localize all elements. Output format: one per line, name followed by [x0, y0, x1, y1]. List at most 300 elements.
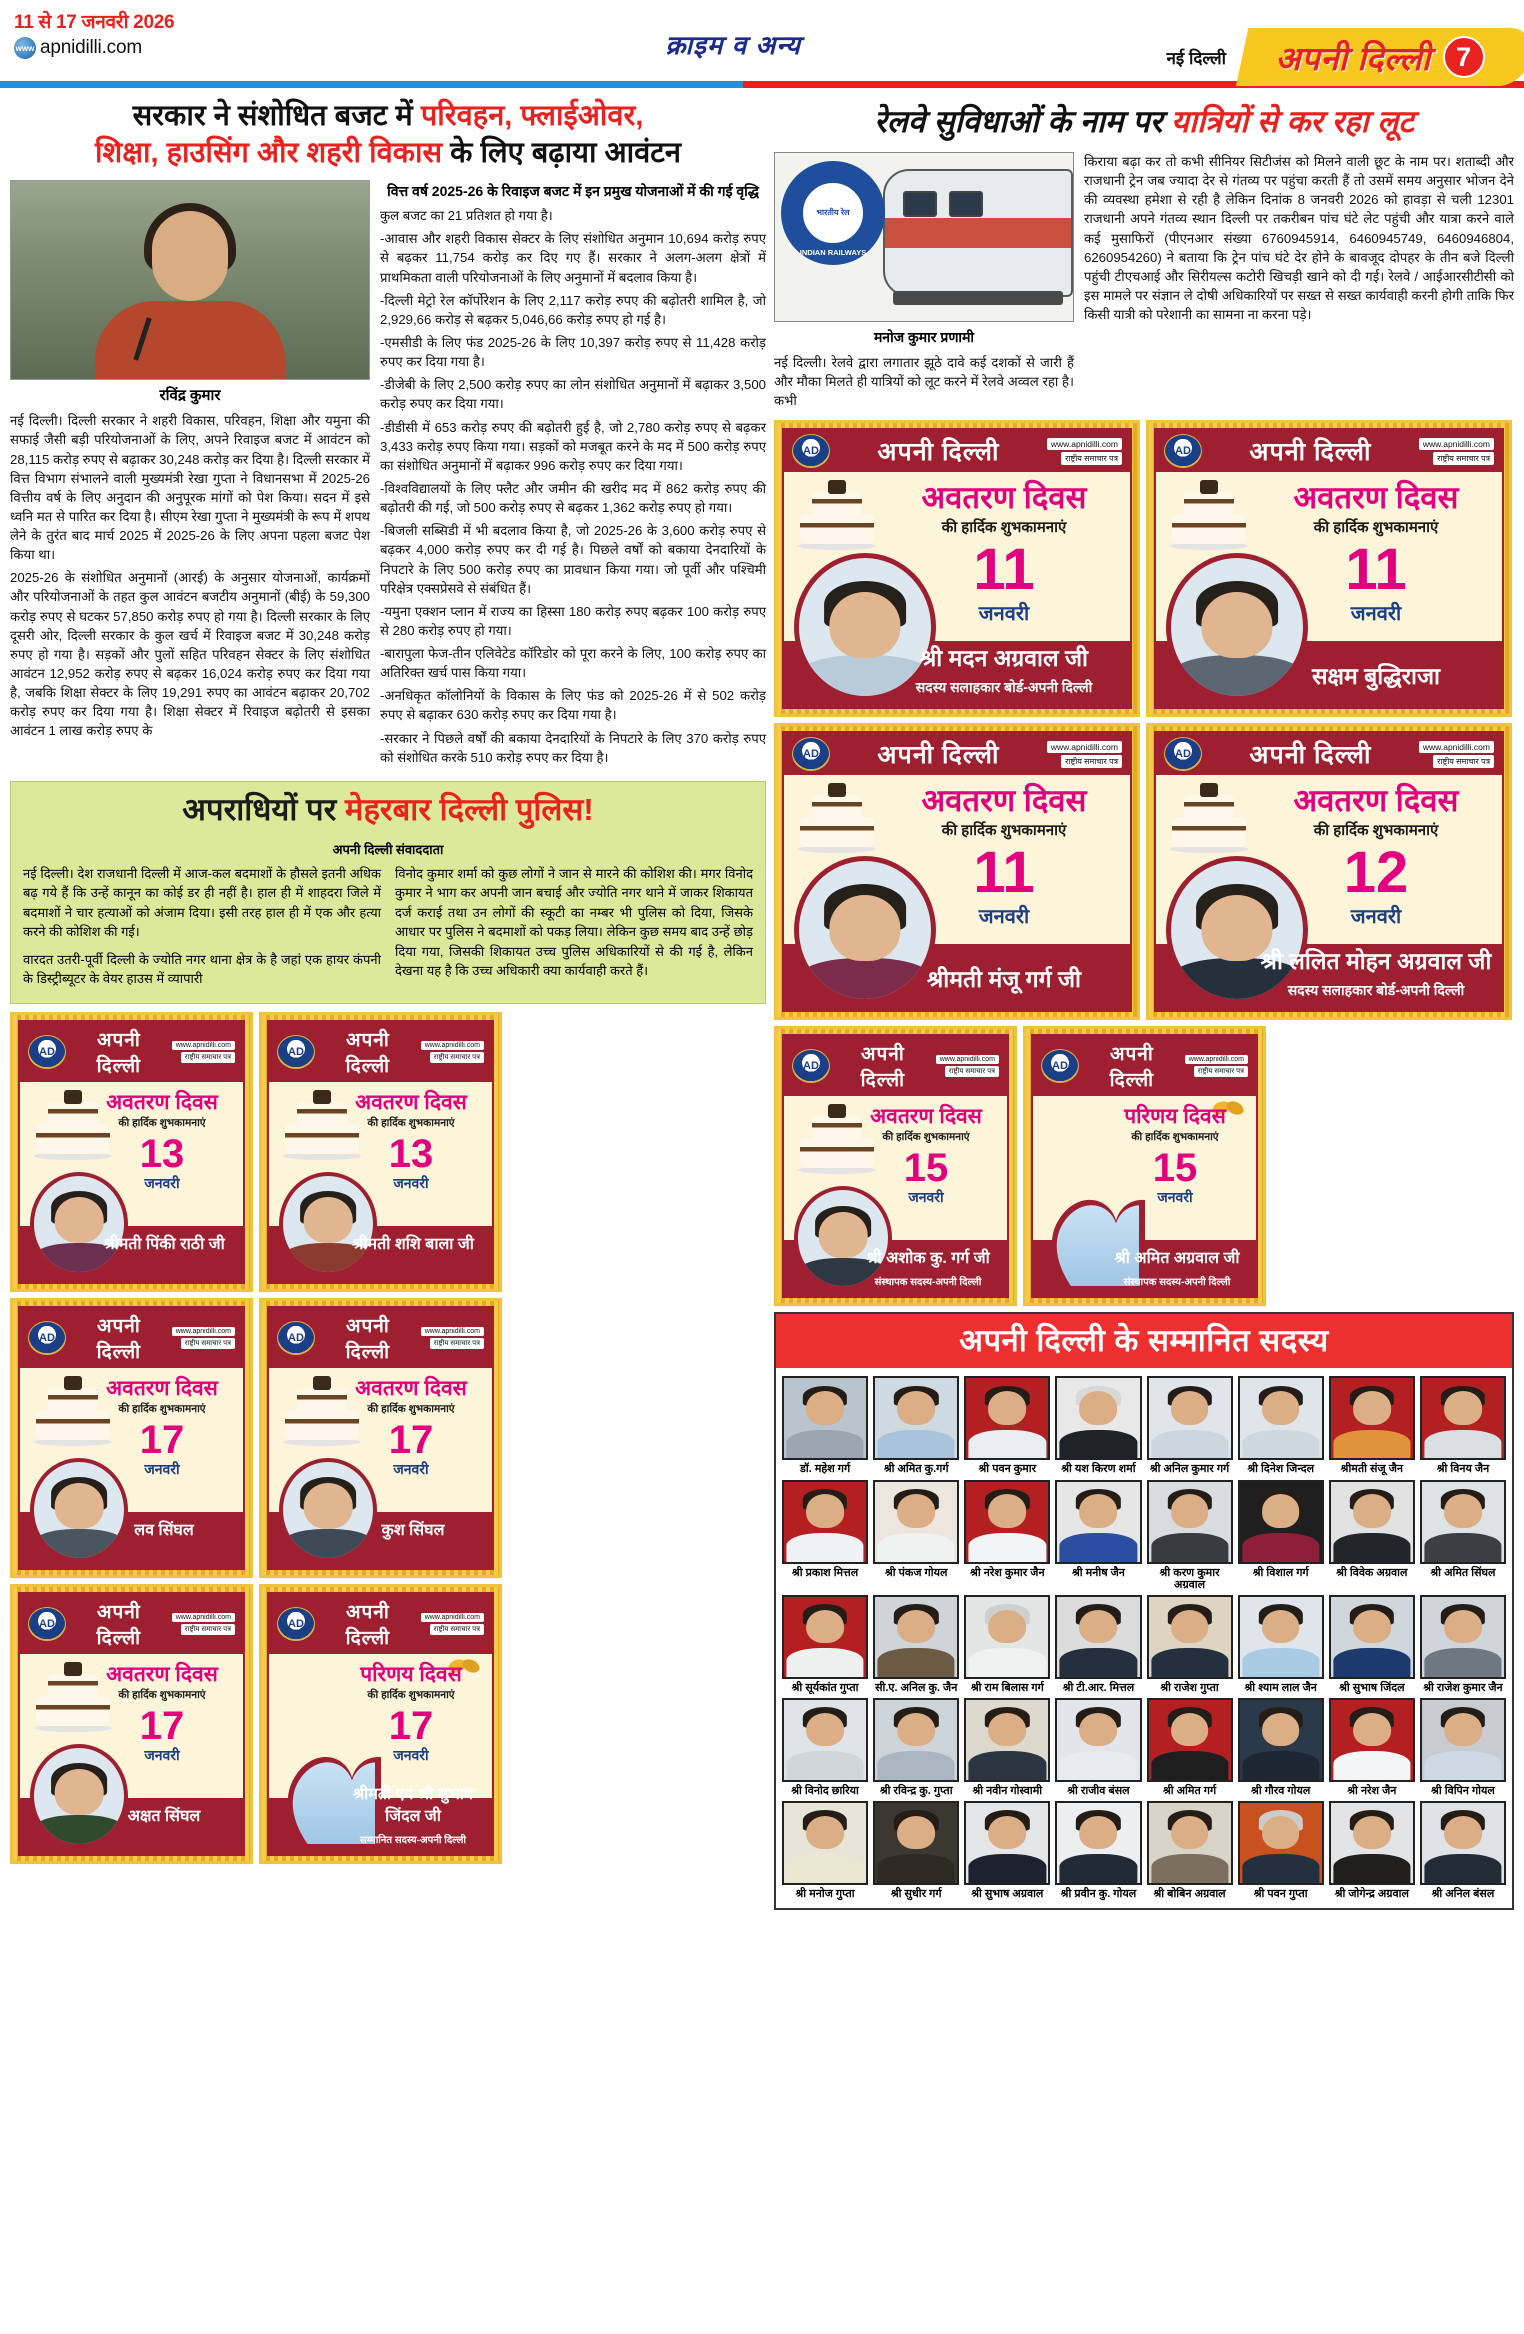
- card-greeting: [336, 1092, 486, 1193]
- card-url[interactable]: www.apnidilli.com: [172, 1041, 235, 1050]
- member-name: श्री नरेश कुमार जैन: [970, 1566, 1045, 1579]
- card-person-name: लव सिंघल: [134, 1521, 194, 1539]
- brand-plate: [1236, 28, 1524, 86]
- member-cell[interactable]: [1420, 1376, 1506, 1475]
- cards-quarter-left: [10, 1012, 766, 1292]
- card-brand: अपनी दिल्ली: [345, 1601, 391, 1649]
- card-greeting: [336, 1378, 486, 1479]
- card-url[interactable]: www.apnidilli.com: [421, 1327, 484, 1336]
- photo-body: [1424, 1648, 1501, 1677]
- member-cell[interactable]: [1238, 1480, 1324, 1591]
- cards-bottom-left-row2: [10, 1584, 766, 1864]
- police-col1-p2: वारदत उतरी-पूर्वी दिल्ली के ज्योति नगर थाना क्षेत्र के है जहां एक हायर कंपनी के डिस्ट्रीब्यूटर के वेयर हाउस में व्यापारी: [23, 951, 381, 987]
- cake-tier-2: [812, 492, 862, 516]
- edition-city: नई दिल्ली: [1166, 48, 1226, 68]
- cake-topper: [828, 480, 846, 494]
- card-tagline: राष्ट्रीय समाचार पत्र: [945, 1066, 999, 1077]
- member-cell[interactable]: [873, 1480, 959, 1591]
- member-name: श्रीमती संजू जैन: [1340, 1463, 1403, 1476]
- member-photo: [1147, 1698, 1233, 1782]
- member-photo: [873, 1698, 959, 1782]
- card-inner: [267, 1592, 494, 1856]
- card-brand: अपनी दिल्ली: [96, 1029, 142, 1077]
- card-inner: [1031, 1034, 1258, 1298]
- greeting-card-wedding[interactable]: [1023, 1026, 1266, 1306]
- member-photo: [1055, 1698, 1141, 1782]
- photo-body: [1242, 1854, 1319, 1883]
- member-name: डॉ. महेश गर्ग: [799, 1463, 851, 1476]
- members-board-title: अपनी दिल्ली के सम्मानित सदस्य: [776, 1314, 1512, 1368]
- member-photo: [1420, 1376, 1506, 1460]
- card-person-name: श्री अमित अग्रवाल जी: [1114, 1250, 1240, 1268]
- card-brand: अपनी दिल्ली: [96, 1315, 142, 1363]
- member-cell[interactable]: [1055, 1801, 1141, 1900]
- card-month: जनवरी: [144, 1174, 180, 1191]
- member-name: श्री राजेश गुप्ता: [1160, 1681, 1219, 1694]
- member-cell[interactable]: [1055, 1595, 1141, 1694]
- member-photo: [873, 1801, 959, 1885]
- budget-headline-line2-black: के लिए बढ़ाया आवंटन: [442, 137, 682, 170]
- page-number-badge: 7: [1443, 36, 1485, 78]
- card-month: जनवरी: [144, 1746, 180, 1763]
- cake-topper: [313, 1376, 331, 1390]
- budget-col2-p9: -यमुना एक्शन प्लान में राज्य का हिस्सा 180 करोड़ रुपए बढ़कर 100 करोड़ रुपए से 280 करोड़ रुपए हो गया।: [380, 603, 766, 638]
- railway-col2: [1084, 152, 1514, 414]
- member-name: श्री अनिल बंसल: [1431, 1887, 1495, 1900]
- card-body: [784, 1096, 1007, 1296]
- cake-tier-2: [1184, 492, 1234, 516]
- member-cell[interactable]: [1329, 1480, 1415, 1591]
- member-name: श्री प्रवीन कु. गोयल: [1060, 1887, 1137, 1900]
- photo-body: [1060, 1751, 1137, 1780]
- card-month: जनवरी: [144, 1460, 180, 1477]
- card-portrait: [30, 1458, 128, 1562]
- card-url[interactable]: www.apnidilli.com: [421, 1613, 484, 1622]
- cards-bottom-left-row1: [10, 1298, 766, 1578]
- member-cell[interactable]: [964, 1595, 1050, 1694]
- card-tagline: राष्ट्रीय समाचार पत्र: [1433, 755, 1494, 768]
- police-col2: [395, 864, 753, 989]
- photo-head: [1353, 1713, 1391, 1747]
- card-url[interactable]: www.apnidilli.com: [1047, 741, 1122, 753]
- member-cell[interactable]: [1055, 1698, 1141, 1797]
- member-cell[interactable]: [1329, 1376, 1415, 1475]
- member-cell[interactable]: [782, 1698, 868, 1797]
- card-greet-main: अवतरण दिवस: [106, 1376, 218, 1400]
- apni-dilli-emblem-icon: [28, 1607, 66, 1641]
- greeting-card[interactable]: [10, 1584, 253, 1864]
- member-cell[interactable]: [1055, 1480, 1141, 1591]
- card-tagline: राष्ट्रीय समाचार पत्र: [1194, 1066, 1248, 1077]
- member-cell[interactable]: [1329, 1595, 1415, 1694]
- greeting-card[interactable]: [774, 1026, 1017, 1306]
- member-cell[interactable]: [964, 1698, 1050, 1797]
- member-photo: [1329, 1595, 1415, 1679]
- railway-headline-black: रेलवे सुविधाओं के नाम पर: [874, 104, 1171, 139]
- card-greet-sub: की हार्दिक शुभकामनाएं: [1313, 518, 1439, 536]
- budget-col1-p2: 2025-26 के संशोधित अनुमानों (आरई) के अनुसार योजनाओं, कार्यक्रमों और परियोजनाओं के तहत कुल आवंटन बजटीय अनुमानों (बीई) के 59,300 करोड़ रुपए से घटकर 57,850 करोड़ रुपए हो गया है। दिल्ली सरकार के लिए दूसरी ओर, दिल्ली सरकार के कुल खर्च में रिवाइज बजट में 30,248 करोड़ रुपए हो गया है। सड़कों और पुलों सहित परिवहन सेक्टर के लिए संशोधित आवंटन 12,952 करोड़ रुपए से बढ़कर 16,024 करोड़ रुपए कर दिया गया है, जबकि शिक्षा सेक्टर के लिए 19,291 रुपए का आवंटन बढ़ाकर 20,702 करोड़ रुपए कर दिया गया है। शिक्षा सेक्टर में रिवाइज बढ़ोतरी से इसका आवंटन 1 लाख करोड़ रुपए के: [10, 570, 370, 739]
- photo-head: [897, 1610, 935, 1644]
- police-col2-p1: विनोद कुमार शर्मा को कुछ लोगों ने जान से मारने की कोशिश की। मगर विनोद कुमार ने भाग कर अपनी जान बचाई और ज्योति नगर थाने में जाकर शिकायत दर्ज कराई तथा उन लोगों की स्कूटी का नम्बर भी पुलिस को दिया, जिसके आधार पर पुलिस ने बदमाशों को पकड़ लिया। लेकिन कुछ समय बाद उन्हें छोड़ दिया गया, जिसकी शिकायत उच्च पुलिस अधिकारियों से की गई है, लेकिन देखना यह है कि उच्च अधिकारी क्या कार्यवाही करते हैं।: [395, 865, 753, 979]
- member-photo: [782, 1376, 868, 1460]
- photo-head: [1080, 1713, 1118, 1747]
- member-photo: [1420, 1480, 1506, 1564]
- brand-plate-content: [1236, 28, 1524, 86]
- card-month: जनवरी: [1157, 1189, 1193, 1206]
- member-name: श्री मनीष जैन: [1071, 1566, 1125, 1579]
- card-month: जनवरी: [393, 1746, 429, 1763]
- member-name: श्री अमित गर्ग: [1162, 1784, 1217, 1797]
- member-name: श्री गौरव गोयल: [1251, 1784, 1311, 1797]
- cards-right-top: [774, 420, 1514, 1020]
- member-photo: [964, 1480, 1050, 1564]
- card-url[interactable]: www.apnidilli.com: [936, 1055, 999, 1064]
- card-header: [269, 1308, 492, 1368]
- member-name: श्री अमित सिंघल: [1430, 1566, 1496, 1579]
- member-photo: [873, 1376, 959, 1460]
- globe-icon: [14, 37, 36, 59]
- cake-topper: [64, 1090, 82, 1104]
- train-illustration: [883, 169, 1073, 297]
- member-cell[interactable]: [1238, 1801, 1324, 1900]
- card-brand: अपनी दिल्ली: [877, 438, 1000, 467]
- card-greeting: [87, 1092, 237, 1193]
- member-cell[interactable]: [873, 1801, 959, 1900]
- photo-body: [1424, 1430, 1501, 1459]
- card-brand: अपनी दिल्ली: [345, 1029, 391, 1077]
- member-cell[interactable]: [1055, 1376, 1141, 1475]
- card-portrait: [30, 1172, 128, 1276]
- card-person-name: श्री मदन अग्रवाल जी: [919, 645, 1089, 672]
- member-cell[interactable]: [1238, 1595, 1324, 1694]
- member-name: श्री सुभाष अग्रवाल: [971, 1887, 1044, 1900]
- photo-body: [969, 1430, 1046, 1459]
- train-undercarriage: [893, 291, 1063, 305]
- card-header: [20, 1308, 243, 1368]
- photo-body: [1151, 1648, 1228, 1677]
- members-board: [774, 1312, 1514, 1910]
- card-url[interactable]: www.apnidilli.com: [1185, 1055, 1248, 1064]
- cake-topper: [1200, 783, 1218, 797]
- budget-col1: [10, 405, 370, 740]
- member-cell[interactable]: [1238, 1698, 1324, 1797]
- card-greet-sub: की हार्दिक शुभकामनाएं: [118, 1116, 206, 1129]
- member-cell[interactable]: [782, 1595, 868, 1694]
- birthday-cake-icon: [1170, 480, 1248, 550]
- photo-head: [1171, 1713, 1209, 1747]
- police-headline: [23, 792, 753, 828]
- photo-body: [1242, 1751, 1319, 1780]
- member-photo: [1147, 1595, 1233, 1679]
- card-day: 11: [1345, 536, 1407, 602]
- birthday-cake-icon: [1170, 783, 1248, 853]
- railway-headline: [774, 88, 1514, 152]
- budget-col2-wrap: [380, 180, 766, 771]
- card-meta: [421, 1613, 484, 1635]
- card-body: [269, 1654, 492, 1854]
- apni-dilli-emblem-icon: [277, 1035, 315, 1069]
- member-cell[interactable]: [1329, 1801, 1415, 1900]
- member-cell[interactable]: [1147, 1698, 1233, 1797]
- photo-clothing: [95, 301, 285, 379]
- card-body: [20, 1654, 243, 1854]
- member-photo: [782, 1595, 868, 1679]
- member-cell[interactable]: [1420, 1698, 1506, 1797]
- card-tagline: राष्ट्रीय समाचार पत्र: [181, 1338, 235, 1349]
- photo-body: [1424, 1751, 1501, 1780]
- member-name: श्री यश किरण शर्मा: [1061, 1463, 1136, 1476]
- member-cell[interactable]: [1420, 1801, 1506, 1900]
- card-day: 11: [973, 839, 1035, 905]
- photo-head: [152, 211, 228, 301]
- member-name: श्री नवीन गोस्वामी: [972, 1784, 1043, 1797]
- member-name: श्री प्रकाश मित्तल: [791, 1566, 859, 1579]
- card-person-name: अक्षत सिंघल: [127, 1807, 201, 1825]
- budget-photo: [10, 180, 370, 380]
- card-meta: [1047, 741, 1122, 768]
- cake-topper: [64, 1376, 82, 1390]
- member-photo: [1147, 1480, 1233, 1564]
- member-photo: [1329, 1801, 1415, 1885]
- card-inner: [18, 1592, 245, 1856]
- card-greeting: [87, 1378, 237, 1479]
- member-cell[interactable]: [1238, 1376, 1324, 1475]
- greeting-card[interactable]: [1146, 723, 1512, 1020]
- card-day: 17: [139, 1417, 185, 1462]
- member-name: श्री सूर्यकांत गुप्ता: [791, 1681, 859, 1694]
- card-inner: [18, 1020, 245, 1284]
- photo-body: [1151, 1533, 1228, 1562]
- member-cell[interactable]: [873, 1595, 959, 1694]
- member-name: श्री विवेक अग्रवाल: [1336, 1566, 1408, 1579]
- photo-head: [1171, 1816, 1209, 1850]
- apni-dilli-emblem-icon: [792, 1049, 830, 1083]
- member-cell[interactable]: [873, 1698, 959, 1797]
- left-column: [10, 88, 766, 1910]
- card-greet-main: अवतरण दिवस: [355, 1090, 467, 1114]
- card-inner: [267, 1306, 494, 1570]
- card-body: [1033, 1096, 1256, 1296]
- brand-name: अपनी दिल्ली: [1275, 39, 1431, 77]
- card-greet-sub: की हार्दिक शुभकामनाएं: [1313, 821, 1439, 839]
- masthead-left: [0, 8, 300, 59]
- photo-body: [1333, 1533, 1410, 1562]
- photo-head: [988, 1494, 1026, 1528]
- member-photo: [964, 1376, 1050, 1460]
- card-tagline: राष्ट्रीय समाचार पत्र: [181, 1052, 235, 1063]
- apni-dilli-emblem-icon: [28, 1321, 66, 1355]
- issue-date: 11 से 17 जनवरी 2026: [14, 12, 175, 33]
- photo-head: [806, 1816, 844, 1850]
- article-budget: [10, 88, 766, 771]
- photo-head: [1171, 1494, 1209, 1528]
- card-portrait: [279, 1172, 377, 1276]
- member-name: श्री विनोद छारिया: [791, 1784, 859, 1797]
- railway-photo-caption: मनोज कुमार प्रणामी: [873, 329, 975, 345]
- photo-body: [1060, 1648, 1137, 1677]
- budget-col2-p10: -बारापुला फेज-तीन एलिवेटेड कॉरिडोर को पूरा करने के लिए, 100 करोड़ रुपए का अतिरिक्त खर्च पास किया गया।: [380, 646, 766, 681]
- apni-dilli-emblem-icon: [1164, 737, 1202, 771]
- members-grid: [776, 1368, 1512, 1908]
- member-photo: [1238, 1801, 1324, 1885]
- photo-head: [1353, 1494, 1391, 1528]
- member-name: श्री सुभाष जिंदल: [1339, 1681, 1405, 1694]
- card-greet-sub: की हार्दिक शुभकामनाएं: [367, 1116, 455, 1129]
- member-photo: [1147, 1801, 1233, 1885]
- photo-head: [1353, 1391, 1391, 1425]
- member-cell[interactable]: [782, 1480, 868, 1591]
- website-url[interactable]: apnidilli.com: [40, 37, 142, 58]
- card-brand: अपनी दिल्ली: [860, 1044, 906, 1092]
- card-tagline: राष्ट्रीय समाचार पत्र: [430, 1338, 484, 1349]
- card-header: [269, 1022, 492, 1082]
- card-greet-main: अवतरण दिवस: [355, 1376, 467, 1400]
- greeting-card[interactable]: [774, 723, 1140, 1020]
- member-photo: [1055, 1376, 1141, 1460]
- member-cell[interactable]: [1147, 1376, 1233, 1475]
- card-greet-main: परिणय दिवस: [360, 1662, 462, 1686]
- member-cell[interactable]: [1420, 1480, 1506, 1591]
- member-cell[interactable]: [964, 1376, 1050, 1475]
- card-greet-main: अवतरण दिवस: [106, 1090, 218, 1114]
- member-photo: [782, 1801, 868, 1885]
- article-police: [10, 781, 766, 1004]
- card-person-role: सम्मानित सदस्य-अपनी दिल्ली: [359, 1834, 467, 1846]
- card-url[interactable]: www.apnidilli.com: [172, 1327, 235, 1336]
- railway-col1: [774, 347, 1074, 410]
- portrait-head: [829, 895, 900, 961]
- member-photo: [1420, 1595, 1506, 1679]
- member-photo: [964, 1801, 1050, 1885]
- card-meta: [1047, 438, 1122, 465]
- card-header: [269, 1594, 492, 1654]
- railway-article-row: [774, 152, 1514, 414]
- card-url[interactable]: www.apnidilli.com: [172, 1613, 235, 1622]
- cake-topper: [313, 1090, 331, 1104]
- photo-body: [1242, 1648, 1319, 1677]
- cake-tier-1: [1172, 514, 1246, 544]
- budget-col2-p4: -एमसीडी के लिए फंड 2025-26 के लिए 10,397 करोड़ रुपए से 11,428 करोड़ रुपए कर दिया गया है।: [380, 334, 766, 370]
- card-header: [20, 1022, 243, 1082]
- card-body: [784, 775, 1130, 1010]
- photo-body: [969, 1648, 1046, 1677]
- card-url[interactable]: www.apnidilli.com: [1419, 438, 1494, 450]
- card-month: जनवरी: [393, 1460, 429, 1477]
- railway-col2-p1: किराया बढ़ा कर तो कभी सीनियर सिटीजंस को मिलने वाली छूट के नाम पर। शताब्दी और राजधानी ट्रेन जब ज्यादा देर से गंतव्य पर पहुंचा करती हैं तो उसमें समय अनुसार भोजन देने की व्यवस्था हमेशा से रही है लेकिन दिनांक 8 जनवरी 2026 को हावड़ा से चली 12301 राजधानी अपने गंतव्य स्थान दिल्ली पर तकरीबन पांच घंटे लेट पहुंची और यात्रा करने वाले कई मुसाफिरों (पीएनआर संख्या 6760945914, 6460945749, 6460946804, 6260954260) ने बताया कि ट्रेन पांच घंटे देर होने के बावजूद दोपहर के तीन बजे दिल्ली पहुंची टीएचआई और सिरीयल्स कटोरी खिचड़ी खाने को दी गई। रेलवे / आईआरसीटीसी को इस मामले पर संज्ञान ले दोषी अधिकारियों पर सख्त से सख्त कार्यवाही करनी होगी ताकि फिर किसी यात्री को परेशानी का सामना ना करना पड़े।: [1084, 154, 1514, 323]
- greeting-card[interactable]: [10, 1298, 253, 1578]
- card-person-name: श्रीमती पिंकी राठी जी: [103, 1235, 225, 1253]
- greeting-card[interactable]: [259, 1012, 502, 1292]
- member-name: श्री मनोज गुप्ता: [795, 1887, 855, 1900]
- card-day: 15: [903, 1146, 949, 1191]
- card-greet-sub: की हार्दिक शुभकामनाएं: [941, 518, 1067, 536]
- greeting-card-wedding[interactable]: [259, 1584, 502, 1864]
- greeting-card[interactable]: [10, 1012, 253, 1292]
- member-cell[interactable]: [1147, 1595, 1233, 1694]
- apni-dilli-emblem-icon: [1041, 1049, 1079, 1083]
- apni-dilli-emblem-icon: [792, 434, 830, 468]
- card-header: [1156, 430, 1502, 472]
- member-cell[interactable]: [1329, 1698, 1415, 1797]
- card-url[interactable]: www.apnidilli.com: [1047, 438, 1122, 450]
- card-inner: [782, 731, 1132, 1012]
- card-inner: [1154, 731, 1504, 1012]
- member-name: श्री अमित कु.गर्ग: [883, 1463, 949, 1476]
- member-name: श्री अनिल कुमार गर्ग: [1149, 1463, 1230, 1476]
- cake-topper: [64, 1662, 82, 1676]
- card-person-name: श्रीमती मंजू गर्ग जी: [927, 966, 1081, 993]
- member-photo: [1238, 1698, 1324, 1782]
- budget-photo-caption: रविंद्र कुमार: [159, 387, 221, 405]
- photo-head: [1353, 1816, 1391, 1850]
- budget-article-row: [10, 180, 766, 771]
- card-greet-main: अवतरण दिवस: [106, 1662, 218, 1686]
- card-url[interactable]: www.apnidilli.com: [1419, 741, 1494, 753]
- photo-head: [988, 1713, 1026, 1747]
- member-cell[interactable]: [964, 1801, 1050, 1900]
- photo-head: [1262, 1494, 1300, 1528]
- greeting-card[interactable]: [259, 1298, 502, 1578]
- member-cell[interactable]: [782, 1801, 868, 1900]
- member-cell[interactable]: [1147, 1801, 1233, 1900]
- card-greet-sub: की हार्दिक शुभकामनाएं: [367, 1688, 455, 1701]
- card-brand: अपनी दिल्ली: [96, 1601, 142, 1649]
- card-tagline: राष्ट्रीय समाचार पत्र: [1061, 452, 1122, 465]
- member-cell[interactable]: [964, 1480, 1050, 1591]
- card-greet-main: अवतरण दिवस: [921, 480, 1087, 516]
- member-cell[interactable]: [782, 1376, 868, 1475]
- card-portrait: [279, 1458, 377, 1562]
- photo-head: [897, 1494, 935, 1528]
- photo-head: [988, 1610, 1026, 1644]
- greeting-card[interactable]: [1146, 420, 1512, 717]
- card-body: [1156, 472, 1502, 707]
- card-greet-main: अवतरण दिवस: [870, 1105, 982, 1129]
- member-name: श्री जोगेन्द्र अग्रवाल: [1334, 1887, 1409, 1900]
- card-greet-sub: की हार्दिक शुभकामनाएं: [118, 1402, 206, 1415]
- member-photo: [1329, 1698, 1415, 1782]
- card-brand: अपनी दिल्ली: [1249, 438, 1372, 467]
- card-tagline: राष्ट्रीय समाचार पत्र: [430, 1624, 484, 1635]
- railway-image: [774, 152, 1074, 322]
- member-cell[interactable]: [1420, 1595, 1506, 1694]
- card-tagline: राष्ट्रीय समाचार पत्र: [1061, 755, 1122, 768]
- member-name: श्री विपिन गोयल: [1431, 1784, 1495, 1797]
- photo-head: [1262, 1610, 1300, 1644]
- cake-tier-2: [812, 795, 862, 819]
- railway-col1-p1: नई दिल्ली। रेलवे द्वारा लगातार झूठे दावे कई दशकों से जारी हैं और मौका मिलते ही यात्रियों को लूट करने में रेलवे अव्वल रहा है। कभी: [774, 355, 1074, 409]
- masthead-center: [300, 8, 1166, 62]
- card-url[interactable]: www.apnidilli.com: [421, 1041, 484, 1050]
- card-greet-main: अवतरण दिवस: [921, 783, 1087, 819]
- card-body: [269, 1082, 492, 1282]
- member-cell[interactable]: [873, 1376, 959, 1475]
- member-cell[interactable]: [1147, 1480, 1233, 1591]
- railways-logo-inner: भारतीय रेल: [801, 181, 865, 245]
- budget-headline-line1-black: सरकार ने संशोधित बजट में: [132, 100, 421, 132]
- budget-col2-p6: -डीडीसी में 653 करोड़ रुपए की बढ़ोतरी हुई है, जो 2,780 करोड़ रुपए से बढ़कर 3,433 करोड़ रुपए किया गया। सड़कों को मजबूत करने के मद में 500 करोड़ रुपए का संशोधित अनुमानों में बढ़ाकर 996 करोड़ रुपए कर दिया गया।: [380, 419, 766, 473]
- member-name: श्री राम बिलास गर्ग: [970, 1681, 1044, 1694]
- card-day: 13: [139, 1131, 185, 1176]
- member-photo: [1238, 1376, 1324, 1460]
- photo-body: [1242, 1430, 1319, 1459]
- card-person-name: सक्षम बुद्धिराजा: [1311, 663, 1441, 690]
- greeting-card[interactable]: [774, 420, 1140, 717]
- card-person-role: सदस्य सलाहकार बोर्ड-अपनी दिल्ली: [1287, 982, 1465, 999]
- photo-head: [1080, 1391, 1118, 1425]
- photo-body: [1060, 1533, 1137, 1562]
- card-inner: [782, 1034, 1009, 1298]
